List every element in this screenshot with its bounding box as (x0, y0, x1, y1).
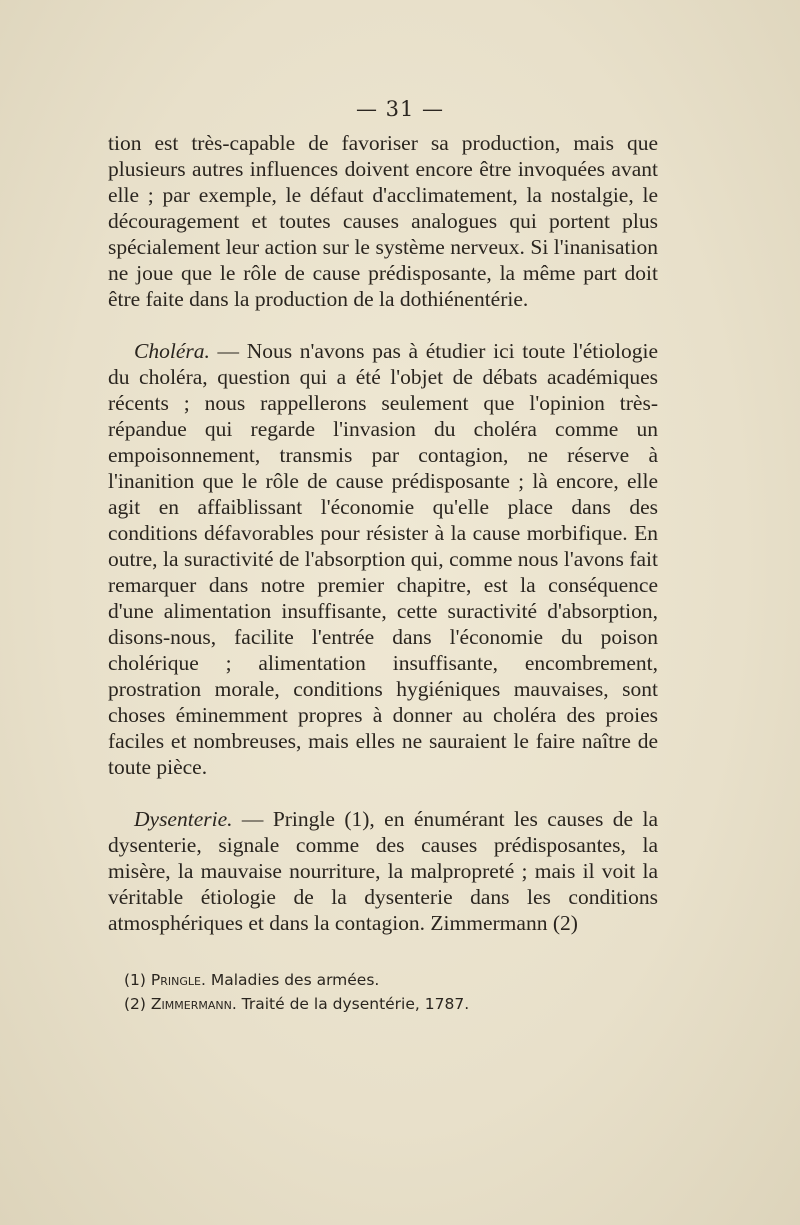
paragraph-cholera (108, 338, 658, 780)
footnote-mark: (2) (124, 995, 146, 1013)
footnotes (124, 968, 644, 1016)
footnote-author: Zimmermann (150, 995, 232, 1013)
footnote (124, 968, 644, 992)
paragraph-cholera-body: — Nous n'avons pas à étudier ici toute l'étiologie du choléra, question qui a été l'objet de débats académiques récents ; nous rappellerons seulement que l'opinion très-répandue qui regarde l'invasion du choléra comme un empoisonnement, transmis par contagion, ne réserve à l'inanition que le rôle de cause prédisposante ; là encore, elle agit en affaiblissant l'économie qu'elle place dans des conditions défavorables pour résister à la cause morbifique. En outre, la suractivité de l'absorption qui, comme nous l'avons fait remarquer dans notre premier chapitre, est la conséquence d'une alimentation insuffisante, cette suractivité d'absorption, disons-nous, facilite l'entrée dans l'économie du poison cholérique ; alimentation insuffisante, encombrement, prostration morale, conditions hygiéniques mauvaises, sont choses éminemment propres à donner au choléra des proies faciles et nombreuses, mais elles ne sauraient le faire naître de toute pièce. (108, 339, 658, 779)
footnote (124, 992, 644, 1016)
page-number: — 31 — (355, 97, 445, 121)
section-lead-cholera: Choléra. (134, 339, 210, 363)
footnote-text: . Traité de la dysentérie, 1787. (231, 995, 470, 1013)
paragraph-dysenterie (108, 806, 658, 936)
footnote-text: . Maladies des armées. (200, 971, 380, 989)
paragraph-dysenterie-body: — Pringle (1), en énumérant les causes de la dysenterie, signale comme des causes prédisposantes, la misère, la mauvaise nourriture, la malpropreté ; mais il voit la véritable étiologie de la dysenterie dans les conditions atmosphériques et dans la contagion. Zimmermann (2) (108, 807, 658, 935)
paragraph-continuation: tion est très-capable de favoriser sa production, mais que plusieurs autres influences doivent encore être invoquées avant elle ; par exemple, le défaut d'acclimatement, la nostalgie, le découragement et toutes causes analogues qui portent plus spécialement leur action sur le système nerveux. Si l'inanisation ne joue que le rôle de cause prédisposante, la même part doit être faite dans la production de la dothiénentérie. (108, 131, 658, 311)
footnote-mark: (1) (124, 971, 146, 989)
section-lead-dysenterie: Dysenterie. (134, 807, 233, 831)
body-text (108, 130, 658, 936)
footnote-author: Pringle (150, 971, 201, 989)
